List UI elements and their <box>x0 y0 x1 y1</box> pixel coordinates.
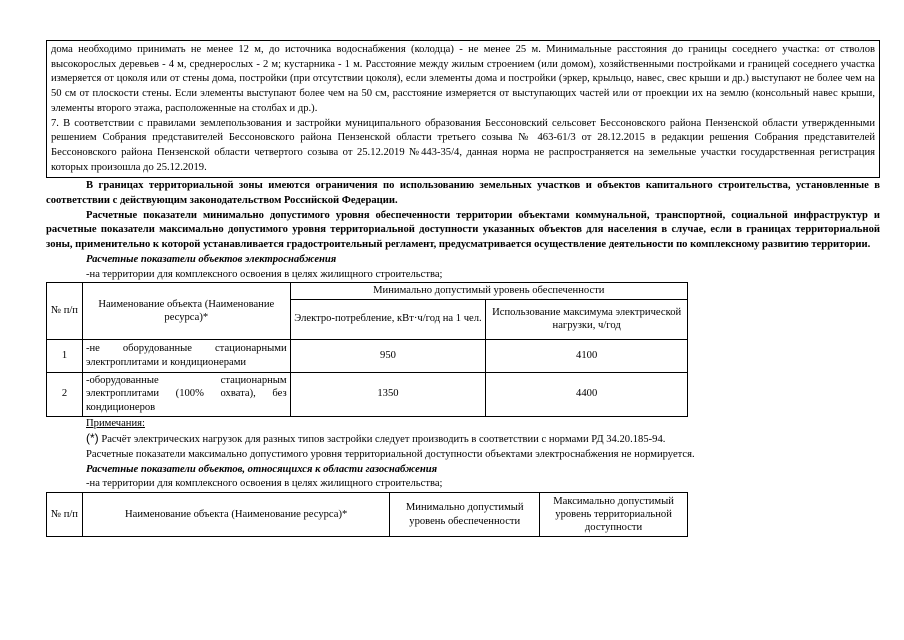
row-num: 2 <box>47 372 83 416</box>
row-value-consumption: 950 <box>290 339 486 372</box>
document-page <box>46 40 880 537</box>
row-value-consumption: 1350 <box>290 372 486 416</box>
electric-section-subline: -на территории для комплексного освоения в целях жилищного строительства; <box>86 268 443 280</box>
electric-table-header-row-1 <box>47 283 688 299</box>
boxed-paragraph-setbacks: дома необходимо принимать не менее 12 м, до источника водоснабжения (колодца) - не менее 25 м. Минимальные расстояния до границы соседнего участка: от стволов высокорослых деревьев - 4 м, среднерослых - 2 м; кустарника - 1 м. Расстояние между жилым строением (или домом), хозяйственными постройками и границей соседнего участка измеряется от цоколя или от стены дома, постройки (при отсутствии цоколя), если элементы дома и постройки (эркер, крыльцо, навес, свес крыши и др.) выступают не более чем на 50 см от плоскости стены. Если элементы выступают более чем на 50 см, расстояние измеряется от выступающих частей или от проекции их на землю (консольный навес крыши, элементы второго этажа, расположенные на столбах и др.). <box>51 44 875 114</box>
asterisk-marker: (*) <box>86 431 99 446</box>
row-name: -оборудованные стационарным электроплитами (100% охвата), без кондиционеров <box>82 372 290 416</box>
header-name: Наименование объекта (Наименование ресурса)* <box>82 493 389 537</box>
note-text-2: Расчетные показатели максимально допустимого уровня территориальной доступности объектами электроснабжения не нормируется. <box>86 449 695 461</box>
gas-table <box>46 492 688 537</box>
header-min-level: Минимально допустимый уровень обеспеченности <box>390 493 540 537</box>
bordered-text-block <box>46 40 880 178</box>
header-num: № п/п <box>47 493 83 537</box>
row-value-max-load: 4100 <box>486 339 688 372</box>
row-name: -не оборудованные стационарными электроплитами и кондиционерами <box>82 339 290 372</box>
bold-paragraph-restrictions: В границах территориальной зоны имеются ограничения по использованию земельных участков и объектов капитального строительства, установленные в соответствии с действующим законодательством Российской Федерации. <box>46 180 880 207</box>
electric-table <box>46 282 688 416</box>
gas-section-subline: -на территории для комплексного освоения в целях жилищного строительства; <box>86 478 443 490</box>
notes-title: Примечания: <box>86 417 145 429</box>
table-row <box>47 372 688 416</box>
note-star <box>46 431 880 448</box>
gas-table-header-row <box>47 493 688 537</box>
row-value-max-load: 4400 <box>486 372 688 416</box>
header-num: № п/п <box>47 283 83 339</box>
header-name: Наименование объекта (Наименование ресурса)* <box>82 283 290 339</box>
header-max-load: Использование максимума электрической нагрузки, ч/год <box>486 299 688 339</box>
bold-paragraph-indicators: Расчетные показатели минимально допустимого уровня обеспеченности территории объектами коммунальной, транспортной, социальной инфраструктур и расчетные показатели максимально допустимого уровня территориальной доступности указанных объектов для населения в случае, если в границах территориальной зоны, применительно к которой устанавливается градостроительный регламент, предусматривается осуществление деятельности по комплексному развитию территории. <box>46 209 880 251</box>
boxed-paragraph-regulation: 7. В соответствии с правилами землепользования и застройки муниципального образования Бессоновский сельсовет Бессоновского района Пензенской области утвержденными решением Собрания представителей Бессоновского района Пензенской области третьего созыва № 463-61/3 от 28.12.2015 в редакции решения Собрания представителей Бессоновского района Пензенской области четвертого созыва от 25.12.2019 №443-35/4, данная норма не распространяется на земельные участки государственная регистрация которых произошла до 25.12.2019. <box>51 117 875 173</box>
row-num: 1 <box>47 339 83 372</box>
header-group: Минимально допустимый уровень обеспеченности <box>290 283 687 299</box>
gas-section-heading: Расчетные показатели объектов, относящихся к области газоснабжения <box>86 463 438 475</box>
header-max-access: Максимально допустимый уровень территориальной доступности <box>540 493 688 537</box>
table-row <box>47 339 688 372</box>
header-consumption: Электро-потребление, кВт·ч/год на 1 чел. <box>290 299 486 339</box>
electric-section-heading: Расчетные показатели объектов электроснабжения <box>86 253 337 265</box>
note-text-1: Расчёт электрических нагрузок для разных типов застройки следует производить в соответствии с нормами РД 34.20.185-94. <box>101 434 666 446</box>
